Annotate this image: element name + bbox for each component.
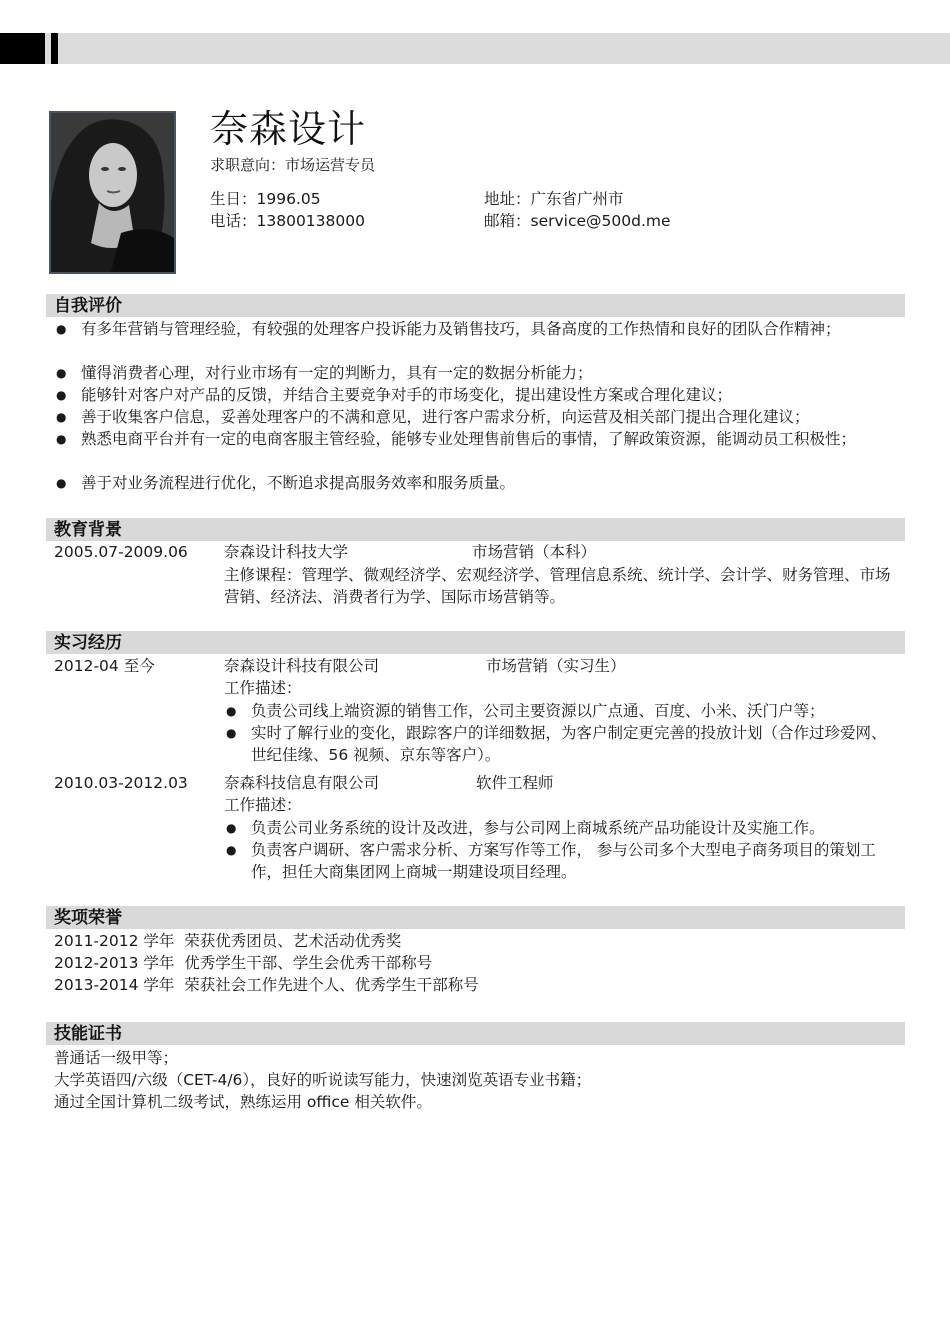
bullet: ● bbox=[56, 388, 67, 402]
section-bar-education bbox=[46, 518, 905, 541]
section-title-education: 教育背景 bbox=[54, 520, 122, 540]
award-item: 2011-2012 学年 荣获优秀团员、艺术活动优秀奖 bbox=[54, 932, 402, 950]
bullet: ● bbox=[226, 726, 237, 740]
bullet: ● bbox=[226, 704, 237, 718]
section-title-internship: 实习经历 bbox=[54, 633, 122, 653]
header-black-block bbox=[0, 33, 45, 64]
bullet: ● bbox=[56, 322, 67, 336]
education-courses: 主修课程：管理学、微观经济学、宏观经济学、管理信息系统、统计学、会计学、财务管理、市场营销、经济法、消费者行为学、国际市场营销等。 bbox=[224, 566, 891, 606]
self-eval-item: 懂得消费者心理，对行业市场有一定的判断力，具有一定的数据分析能力； bbox=[81, 364, 593, 382]
award-item: 2013-2014 学年 荣获社会工作先进个人、优秀学生干部称号 bbox=[54, 976, 479, 994]
job-company: 奈森设计科技有限公司 bbox=[224, 657, 380, 675]
skill-item: 普通话一级甲等； bbox=[54, 1049, 179, 1067]
header-gray-bar bbox=[0, 33, 950, 64]
bullet: ● bbox=[56, 432, 67, 446]
education-period: 2005.07-2009.06 bbox=[54, 543, 188, 561]
self-eval-item: 善于收集客户信息，妥善处理客户的不满和意见，进行客户需求分析，向运营及相关部门提出合理化建议； bbox=[81, 408, 810, 426]
section-bar-skills bbox=[46, 1022, 905, 1045]
job-period: 2010.03-2012.03 bbox=[54, 774, 188, 792]
address: 地址：广东省广州市 bbox=[484, 190, 624, 208]
job-desc-item: 负责公司线上端资源的销售工作，公司主要资源以广点通、百度、小米、沃门户等； bbox=[251, 702, 825, 720]
bullet: ● bbox=[56, 410, 67, 424]
self-eval-item: 善于对业务流程进行优化，不断追求提高服务效率和服务质量。 bbox=[81, 474, 516, 492]
self-eval-item: 熟悉电商平台并有一定的电商客服主管经验，能够专业处理售前售后的事情，了解政策资源，能调动员工积极性； bbox=[81, 430, 857, 448]
phone: 电话：13800138000 bbox=[210, 212, 365, 230]
section-title-skills: 技能证书 bbox=[54, 1024, 122, 1044]
bullet: ● bbox=[56, 366, 67, 380]
job-period: 2012-04 至今 bbox=[54, 657, 155, 675]
job-intention: 求职意向：市场运营专员 bbox=[210, 156, 376, 174]
bullet: ● bbox=[226, 843, 237, 857]
profile-photo bbox=[49, 111, 176, 274]
job-desc-item: 负责公司业务系统的设计及改进，参与公司网上商城系统产品功能设计及实施工作。 bbox=[251, 819, 825, 837]
education-school: 奈森设计科技大学 bbox=[224, 543, 349, 561]
job-desc-item: 实时了解行业的变化，跟踪客户的详细数据，为客户制定更完善的投放计划（合作过珍爱网、世纪佳缘、56 视频、京东等客户）。 bbox=[251, 724, 887, 764]
education-major: 市场营销（本科） bbox=[472, 543, 597, 561]
skill-item: 通过全国计算机二级考试，熟练运用 office 相关软件。 bbox=[54, 1093, 432, 1111]
self-eval-item: 能够针对客户对产品的反馈，并结合主要竞争对手的市场变化，提出建设性方案或合理化建议； bbox=[81, 386, 733, 404]
header-black-stripe bbox=[51, 33, 58, 64]
self-eval-item: 有多年营销与管理经验，有较强的处理客户投诉能力及销售技巧，具备高度的工作热情和良好的团队合作精神； bbox=[81, 320, 841, 338]
section-bar-awards bbox=[46, 906, 905, 929]
section-title-self-eval: 自我评价 bbox=[54, 296, 122, 316]
candidate-name: 奈森设计 bbox=[210, 107, 367, 151]
bullet: ● bbox=[226, 821, 237, 835]
section-bar-self-eval bbox=[46, 294, 905, 317]
job-role: 软件工程师 bbox=[476, 774, 554, 792]
award-item: 2012-2013 学年 优秀学生干部、学生会优秀干部称号 bbox=[54, 954, 433, 972]
job-company: 奈森科技信息有限公司 bbox=[224, 774, 380, 792]
job-role: 市场营销（实习生） bbox=[486, 657, 626, 675]
job-desc-item: 负责客户调研、客户需求分析、方案写作等工作， 参与公司多个大型电子商务项目的策划工作，担任大商集团网上商城一期建设项目经理。 bbox=[251, 841, 876, 881]
job-desc-label: 工作描述： bbox=[224, 796, 302, 814]
email: 邮箱：service@500d.me bbox=[484, 212, 671, 230]
section-bar-internship bbox=[46, 631, 905, 654]
bullet: ● bbox=[56, 476, 67, 490]
job-desc-label: 工作描述： bbox=[224, 679, 302, 697]
skill-item: 大学英语四/六级（CET-4/6），良好的听说读写能力，快速浏览英语专业书籍； bbox=[54, 1071, 592, 1089]
section-title-awards: 奖项荣誉 bbox=[54, 908, 122, 928]
birthday: 生日：1996.05 bbox=[210, 190, 321, 208]
